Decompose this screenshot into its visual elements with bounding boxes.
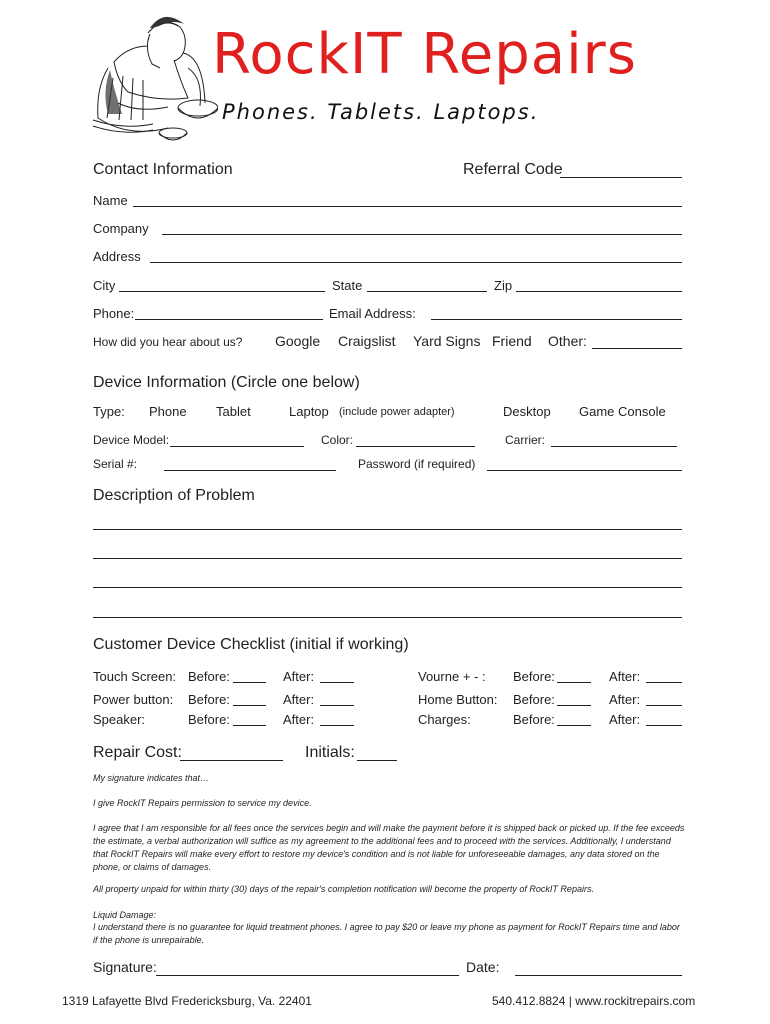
check-power-button-after-label: After: bbox=[283, 692, 315, 707]
check-speaker-before-label: Before: bbox=[188, 712, 230, 727]
brand-logo: RockIT Repairs bbox=[212, 22, 637, 87]
check-touch-screen-before-label: Before: bbox=[188, 669, 230, 684]
check-speaker-label: Speaker: bbox=[93, 712, 146, 727]
problem-line-1[interactable] bbox=[93, 529, 682, 530]
initials-label: Initials: bbox=[305, 744, 355, 761]
color-label: Color: bbox=[321, 433, 354, 447]
check-touch-screen-after[interactable] bbox=[320, 682, 354, 683]
city-label: City bbox=[93, 278, 116, 293]
password-field[interactable] bbox=[487, 470, 682, 471]
city-field[interactable] bbox=[119, 291, 325, 292]
check-power-button-after[interactable] bbox=[320, 705, 354, 706]
problem-heading: Description of Problem bbox=[93, 487, 255, 504]
hear-option-friend[interactable]: Friend bbox=[492, 333, 532, 349]
check-home-button-after-label: After: bbox=[609, 692, 641, 707]
password-label: Password (if required) bbox=[358, 457, 476, 471]
check-volume-label: Vourne + - : bbox=[418, 669, 486, 684]
check-volume-before-label: Before: bbox=[513, 669, 555, 684]
email-field[interactable] bbox=[431, 319, 682, 320]
check-touch-screen-before[interactable] bbox=[233, 682, 266, 683]
check-charges-before[interactable] bbox=[557, 725, 591, 726]
terms-intro: My signature indicates that… bbox=[93, 773, 210, 783]
footer-contact: 540.412.8824 | www.rockitrepairs.com bbox=[492, 994, 696, 1008]
model-label: Device Model: bbox=[93, 433, 170, 447]
check-charges-after-label: After: bbox=[609, 712, 641, 727]
name-field[interactable] bbox=[133, 206, 682, 207]
check-volume-before[interactable] bbox=[557, 682, 591, 683]
check-power-button-label: Power button: bbox=[93, 692, 174, 707]
contact-heading: Contact Information bbox=[93, 161, 233, 178]
email-label: Email Address: bbox=[329, 306, 416, 321]
check-home-button-label: Home Button: bbox=[418, 692, 498, 707]
type-laptop[interactable]: Laptop bbox=[289, 404, 329, 419]
engraving-man-repairing-icon bbox=[88, 8, 218, 148]
signature-label: Signature: bbox=[93, 959, 157, 975]
state-field[interactable] bbox=[367, 291, 487, 292]
check-charges-after[interactable] bbox=[646, 725, 682, 726]
date-field[interactable] bbox=[515, 975, 682, 976]
check-charges-label: Charges: bbox=[418, 712, 471, 727]
company-field[interactable] bbox=[162, 234, 682, 235]
name-label: Name bbox=[93, 193, 128, 208]
check-home-button-after[interactable] bbox=[646, 705, 682, 706]
check-volume-after-label: After: bbox=[609, 669, 641, 684]
terms-agreement: I agree that I am responsible for all fees once the services begin and will make the payment before it is shipped back or picked up. If the fee exceeds the estimate, a verbal authorization will suffice as my agreement to the additional fees and to proceed with the services. Additionally, I understand that RockIT Repairs will make every effort to restore my device's condition and is not liable for unforeseeable damages, any data stored on the phone, or claims of damages. bbox=[93, 823, 685, 872]
referral-field[interactable] bbox=[560, 177, 682, 178]
type-label: Type: bbox=[93, 404, 125, 419]
terms-unpaid: All property unpaid for within thirty (30) days of the repair's completion notification will become the property of RockIT Repairs. bbox=[93, 884, 594, 894]
problem-line-2[interactable] bbox=[93, 558, 682, 559]
repair-cost-label: Repair Cost: bbox=[93, 744, 182, 761]
type-tablet[interactable]: Tablet bbox=[216, 404, 251, 419]
header-illustration bbox=[88, 8, 218, 148]
date-label: Date: bbox=[466, 959, 500, 975]
check-touch-screen-after-label: After: bbox=[283, 669, 315, 684]
device-heading: Device Information (Circle one below) bbox=[93, 374, 360, 391]
check-power-button-before[interactable] bbox=[233, 705, 266, 706]
company-label: Company bbox=[93, 221, 149, 236]
terms-liquid-body: I understand there is no guarantee for liquid treatment phones. I agree to pay $20 or leave my phone as payment for RockIT Repairs time and labor if the phone is unrepairable. bbox=[93, 922, 680, 945]
initials-field[interactable] bbox=[357, 760, 397, 761]
check-speaker-after-label: After: bbox=[283, 712, 315, 727]
serial-field[interactable] bbox=[164, 470, 336, 471]
other-field[interactable] bbox=[592, 348, 682, 349]
model-field[interactable] bbox=[170, 446, 304, 447]
signature-field[interactable] bbox=[156, 975, 459, 976]
referral-label: Referral Code bbox=[463, 161, 563, 178]
phone-field[interactable] bbox=[135, 319, 323, 320]
check-charges-before-label: Before: bbox=[513, 712, 555, 727]
repair-cost-field[interactable] bbox=[180, 760, 283, 761]
hear-option-yard-signs[interactable]: Yard Signs bbox=[413, 333, 481, 349]
terms-liquid-title: Liquid Damage: bbox=[93, 910, 157, 920]
check-speaker-before[interactable] bbox=[233, 725, 266, 726]
address-label: Address bbox=[93, 249, 141, 264]
check-volume-after[interactable] bbox=[646, 682, 682, 683]
check-speaker-after[interactable] bbox=[320, 725, 354, 726]
hear-label: How did you hear about us? bbox=[93, 335, 243, 349]
color-field[interactable] bbox=[356, 446, 475, 447]
zip-field[interactable] bbox=[516, 291, 682, 292]
phone-label: Phone: bbox=[93, 306, 135, 321]
other-label: Other: bbox=[548, 333, 587, 349]
problem-line-3[interactable] bbox=[93, 587, 682, 588]
serial-label: Serial #: bbox=[93, 457, 138, 471]
carrier-field[interactable] bbox=[551, 446, 677, 447]
check-home-button-before[interactable] bbox=[557, 705, 591, 706]
hear-option-google[interactable]: Google bbox=[275, 333, 321, 349]
state-label: State bbox=[332, 278, 363, 293]
address-field[interactable] bbox=[150, 262, 682, 263]
type-game-console[interactable]: Game Console bbox=[579, 404, 666, 419]
terms-permission: I give RockIT Repairs permission to service my device. bbox=[93, 798, 312, 808]
check-touch-screen-label: Touch Screen: bbox=[93, 669, 177, 684]
laptop-note: (include power adapter) bbox=[339, 406, 455, 418]
footer-address: 1319 Lafayette Blvd Fredericksburg, Va. 22401 bbox=[62, 994, 312, 1008]
check-power-button-before-label: Before: bbox=[188, 692, 230, 707]
brand-tagline: Phones. Tablets. Laptops. bbox=[222, 100, 540, 124]
problem-line-4[interactable] bbox=[93, 617, 682, 618]
carrier-label: Carrier: bbox=[505, 433, 546, 447]
type-phone[interactable]: Phone bbox=[149, 404, 187, 419]
hear-option-craigslist[interactable]: Craigslist bbox=[338, 333, 396, 349]
zip-label: Zip bbox=[494, 278, 513, 293]
check-home-button-before-label: Before: bbox=[513, 692, 555, 707]
checklist-heading: Customer Device Checklist (initial if working) bbox=[93, 636, 409, 653]
type-desktop[interactable]: Desktop bbox=[503, 404, 551, 419]
